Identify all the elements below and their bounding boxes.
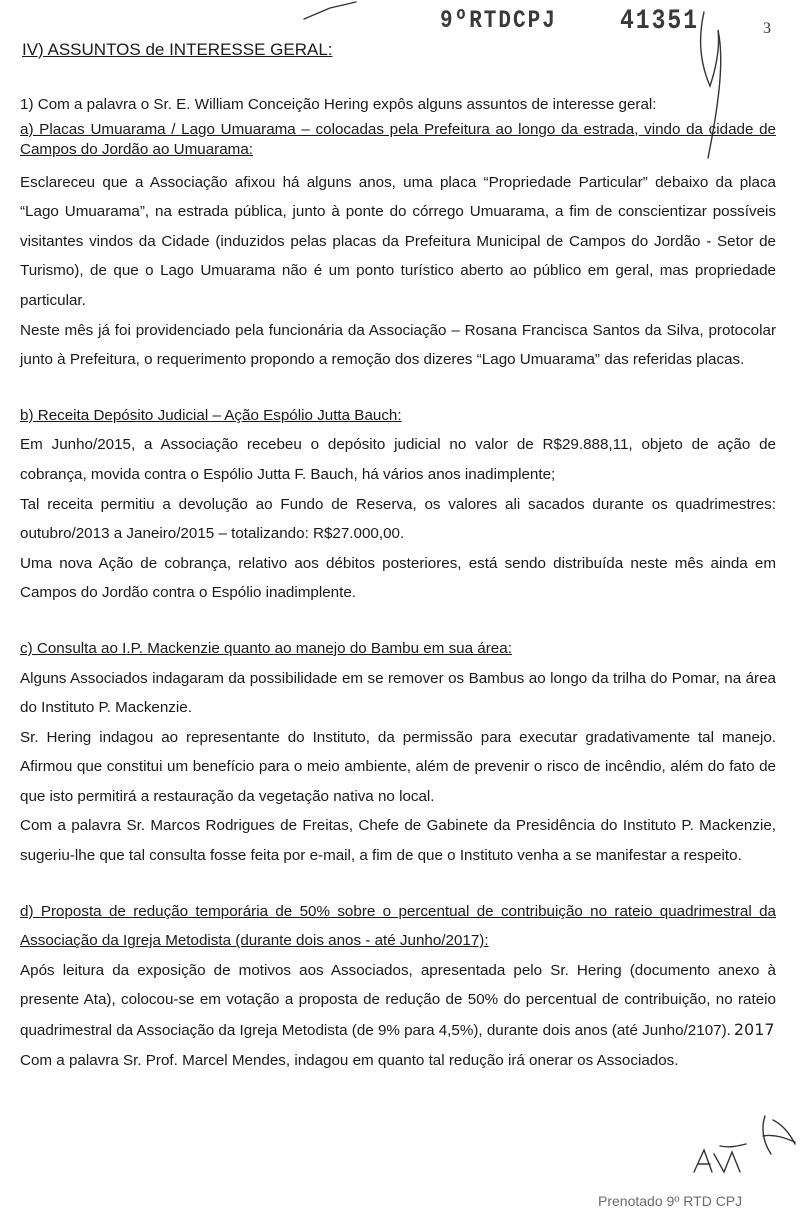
spacer bbox=[20, 160, 776, 168]
pen-stroke-top bbox=[300, 0, 360, 22]
item-b-paragraph-1: Em Junho/2015, a Associação recebeu o depósito judicial no valor de R$29.888,11, objeto de ação de cobrança, movida contra o Espólio Jutta F. Bauch, há vários anos inadimplente; bbox=[20, 436, 776, 483]
footer-registry-stamp: Prenotado 9º RTD CPJ bbox=[598, 1193, 743, 1209]
item-c-paragraph-2: Sr. Hering indagou ao representante do Instituto, da permissão para executar gradativamente tal manejo. Afirmou que constitui um benefício para o meio ambiente, além de prevenir o risco de incêndio, além do fato de que isto permitirá a restauração da vegetação nativa no local. bbox=[20, 728, 776, 805]
intro-paragraph: 1) Com a palavra o Sr. E. William Conceição Hering expôs alguns assuntos de interesse geral: bbox=[20, 96, 657, 113]
registry-stamp: 9ºRTDCPJ bbox=[440, 7, 557, 36]
item-d-paragraph-2: Com a palavra Sr. Prof. Marcel Mendes, indagou em quanto tal redução irá onerar os Associados. bbox=[20, 1051, 679, 1069]
spacer bbox=[20, 871, 776, 897]
item-d-paragraph-1-text: Após leitura da exposição de motivos aos Associados, apresentada pelo Sr. Hering (documento anexo à presente Ata), colocou-se em votação a proposta de redução de 50% do percentual de contribuição, no rateio quadrimestral da Associação da Igreja Metodista (de 9% para 4,5%), durante dois anos (até Junho/2107). bbox=[20, 961, 776, 1040]
item-a-heading: a) Placas Umuarama / Lago Umuarama – colocadas pela Prefeitura ao longo da estrada, vindo da cidade de Campos do Jordão ao Umuarama: bbox=[20, 120, 776, 158]
section-title: IV) ASSUNTOS de INTERESSE GERAL: bbox=[22, 40, 333, 59]
spacer bbox=[20, 608, 776, 634]
item-c-heading: c) Consulta ao I.P. Mackenzie quanto ao manejo do Bambu em sua área: bbox=[20, 639, 512, 657]
item-a-paragraph-1: Esclareceu que a Associação afixou há alguns anos, uma placa “Propriedade Particular” debaixo da placa “Lago Umuarama”, na estrada pública, junto à ponte do córrego Umuarama, a fim de conscientizar possíveis visitantes vindos da Cidade (induzidos pelas placas da Prefeitura Municipal de Campos do Jordão - Setor de Turismo), de que o Lago Umuarama não é um ponto turístico aberto ao público em geral, mas propriedade particular. bbox=[20, 173, 776, 309]
handwritten-initials bbox=[690, 1142, 750, 1182]
item-a-paragraph-2: Neste mês já foi providenciado pela funcionária da Associação – Rosana Francisca Santos da Silva, protocolar junto à Prefeitura, o requerimento propondo a remoção dos dizeres “Lago Umuarama” das referidas placas. bbox=[20, 321, 776, 369]
item-d-heading: d) Proposta de redução temporária de 50% sobre o percentual de contribuição no rateio quadrimestral da Associação da Igreja Metodista (durante dois anos - até Junho/2017): bbox=[20, 902, 776, 950]
document-body bbox=[20, 90, 776, 1075]
handwritten-year-correction: 2017 bbox=[733, 1020, 775, 1040]
item-c-paragraph-1: Alguns Associados indagaram da possibilidade em se remover os Bambus ao longo da trilha do Pomar, na área do Instituto P. Mackenzie. bbox=[20, 669, 776, 717]
registry-number: 41351 bbox=[620, 5, 700, 37]
item-b-heading: b) Receita Depósito Judicial – Ação Espólio Jutta Bauch: bbox=[20, 406, 402, 424]
spacer bbox=[20, 375, 776, 401]
item-b-paragraph-3: Uma nova Ação de cobrança, relativo aos débitos posteriores, está sendo distribuída neste mês ainda em Campos do Jordão contra o Espólio inadimplente. bbox=[20, 554, 776, 602]
handwritten-rubric-mark bbox=[755, 1112, 800, 1160]
item-c-paragraph-3: Com a palavra Sr. Marcos Rodrigues de Freitas, Chefe de Gabinete da Presidência do Instituto P. Mackenzie, sugeriu-lhe que tal consulta fosse feita por e-mail, a fim de que o Instituto venha a se manifestar a respeito. bbox=[20, 817, 776, 865]
item-d-paragraph-1 bbox=[20, 956, 776, 1046]
page-number: 3 bbox=[763, 20, 771, 37]
item-b-paragraph-2: Tal receita permitiu a devolução ao Fundo de Reserva, os valores ali sacados durante os quadrimestres: outubro/2013 a Janeiro/2015 – totalizando: R$27.000,00. bbox=[20, 495, 776, 543]
